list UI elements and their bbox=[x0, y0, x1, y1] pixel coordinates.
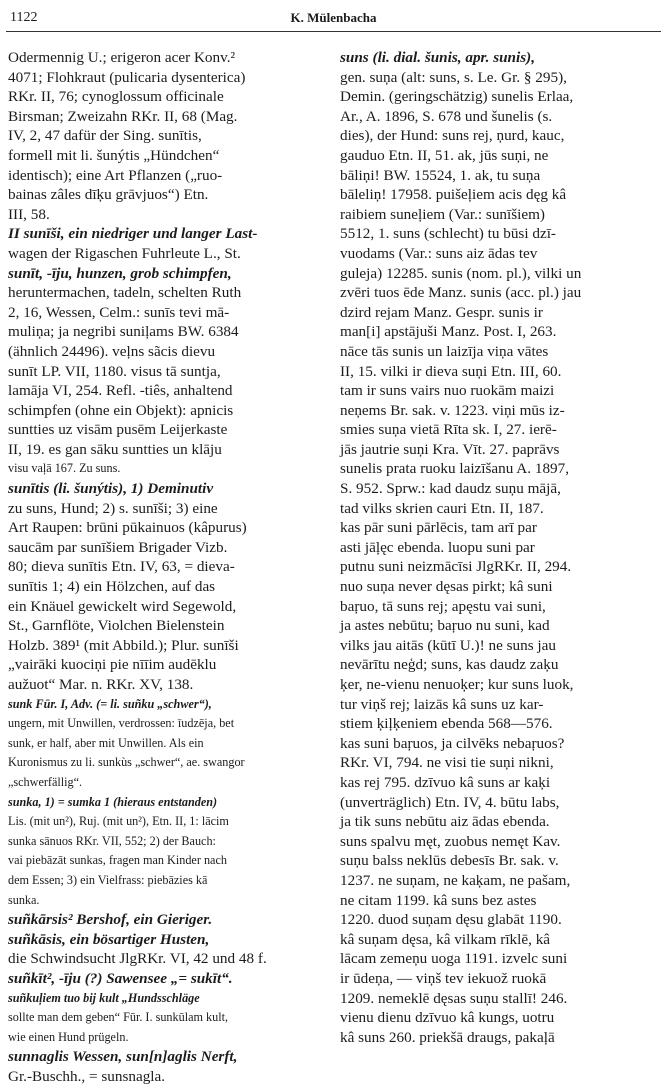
text-line: bāleliņ! 17958. puišeļiem acis dęg kâ bbox=[340, 186, 567, 204]
right-column bbox=[340, 48, 658, 1047]
text-line: tam ir suns vairs nuo ruokām maizi bbox=[340, 382, 555, 400]
text-line: sunīt LP. VII, 1180. visus tā suntja, bbox=[8, 362, 221, 380]
text-line: 2, 16, Wessen, Celm.: sunīs tevi mā- bbox=[8, 303, 230, 321]
text-line: identisch); eine Art Pflanzen („ruo- bbox=[8, 166, 223, 184]
text-line: Art Raupen: brūni pūkainuos (kâpurus) bbox=[8, 519, 247, 537]
text-line: Lis. (mit un²), Ruj. (mit un²), Etn. II, 1: lācim bbox=[8, 814, 229, 829]
text-line: formell mit li. šunýtis „Hündchen“ bbox=[8, 146, 220, 164]
text-line: ne citam 1199. kâ suns bez astes bbox=[340, 891, 537, 909]
text-line: sunīt, -īju, hunzen, grob schimpfen, bbox=[8, 264, 232, 282]
text-line: ja astes nebūtu; baŗuo nu suni, kad bbox=[340, 617, 550, 635]
text-line: 4071; Flohkraut (pulicaria dysenterica) bbox=[8, 68, 246, 86]
text-line: suñkāsis, ein bösartiger Husten, bbox=[8, 930, 210, 948]
text-line: 5512, 1. suns (schlecht) tu būsi dzī- bbox=[340, 225, 556, 243]
text-line: gen. suņa (alt: suns, s. Le. Gr. § 295), bbox=[340, 68, 567, 86]
text-line: RKr. II, 76; cynoglossum officinale bbox=[8, 88, 224, 106]
text-line: II, 19. es gan sāku suntties un klāju bbox=[8, 440, 222, 458]
text-line: guleja) 12285. sunis (nom. pl.), vilki un bbox=[340, 264, 582, 282]
text-line: nāce tās sunis un laizīja viņa vātes bbox=[340, 342, 549, 360]
text-line: kâ suņam dęsa, kâ vilkam rīklē, kâ bbox=[340, 930, 551, 948]
text-line: sunītis (li. šunýtis), 1) Deminutiv bbox=[8, 480, 214, 498]
text-line: II sunīši, ein niedriger und langer Last- bbox=[8, 225, 258, 243]
text-line: schimpfen (ohne ein Objekt): apnicis bbox=[8, 401, 234, 419]
text-line: sollte man dem geben“ Fūr. I. sunkūlam kult, bbox=[8, 1010, 229, 1025]
text-line: visu vaļā 167. Zu suns. bbox=[8, 461, 121, 476]
text-line: aužuot“ Mar. n. RKr. XV, 138. bbox=[8, 676, 194, 693]
text-line: zvēri tuos ēde Manz. sunis (acc. pl.) jau bbox=[340, 284, 582, 302]
text-line: smies suņa vietā Rīta sk. I, 27. ierē- bbox=[340, 421, 557, 439]
text-line: ķer, ne-vienu nenuoķer; kur suns luok, bbox=[340, 676, 574, 693]
text-line: stiem ķiļķeniem ebenda 568—576. bbox=[340, 715, 553, 733]
running-head: K. Mülenbacha bbox=[290, 10, 377, 25]
left-column bbox=[8, 48, 326, 1086]
text-line: sunnaglis Wessen, sun[n]aglis Nerft, bbox=[8, 1048, 238, 1066]
text-line: Demin. (geringschätzig) sunelis Erlaa, bbox=[340, 88, 574, 106]
text-line: Kuronismus zu li. sunkùs „schwer“, ae. swangor bbox=[8, 755, 245, 770]
text-line: (ähnlich 24496). veļns sãcis dievu bbox=[8, 342, 216, 360]
text-line: sunk Fūr. I, Adv. (= li. suñku „schwer“), bbox=[8, 696, 212, 711]
text-line: tad vilks skrien cauri Etn. II, 187. bbox=[340, 499, 544, 517]
text-line: Odermennig U.; erigeron acer Konv.² bbox=[8, 49, 236, 66]
page-number: 1122 bbox=[10, 10, 38, 25]
text-line: dies), der Hund: suns rej, ņurd, kauc, bbox=[340, 127, 565, 145]
text-line: gauduo Etn. II, 51. ak, jūs suņi, ne bbox=[340, 146, 549, 164]
text-line: Holzb. 389¹ (mit Abbild.); Plur. sunīši bbox=[8, 636, 239, 654]
text-line: baŗuo, tā suns rej; apęstu vai suni, bbox=[340, 597, 546, 615]
text-line: suns spalvu męt, zuobus nemęt Kav. bbox=[340, 832, 561, 850]
text-line: ir ūdeņa, — viņš tev iekuož ruokā bbox=[340, 969, 547, 987]
text-line: die Schwindsucht JlgRKr. VI, 42 und 48 f. bbox=[8, 950, 267, 968]
text-line: suñkuļiem tuo bij kult „Hundsschläge bbox=[8, 990, 200, 1005]
text-line: lācam zemeņu uoga 1191. izvelc suni bbox=[340, 950, 568, 968]
text-line: muliņa; ja negribi suniļams BW. 6384 bbox=[8, 323, 239, 341]
text-line: kas suni baŗuos, ja cilvēks nebaŗuos? bbox=[340, 734, 565, 752]
text-line: II, 15. vilki ir dieva suņi Etn. III, 60. bbox=[340, 362, 562, 380]
header-rule bbox=[6, 31, 661, 32]
text-line: suntties uz visām pusēm Leijerkaste bbox=[8, 421, 228, 439]
text-line: tur viņš rej; laizās kâ suns uz kar- bbox=[340, 695, 544, 713]
text-line: kas pār suni pārlēcis, tam arī par bbox=[340, 519, 537, 537]
text-line: neņems Br. sak. v. 1223. viņi mūs iz- bbox=[340, 401, 565, 419]
text-line: (unverträglich) Etn. IV, 4. būtu labs, bbox=[340, 793, 560, 811]
text-line: 1237. ne suņam, ne kaķam, ne pašam, bbox=[340, 871, 571, 889]
text-line: kas rej 795. dzīvuo kâ suns ar kaķi bbox=[340, 773, 551, 791]
text-line: bāliņi! BW. 15524, 1. ak, tu suņa bbox=[340, 166, 541, 184]
text-line: saucām par sunīšiem Brigader Vizb. bbox=[8, 538, 228, 556]
text-line: dem Essen; 3) ein Vielfrass: piebāzies kā bbox=[8, 872, 208, 887]
text-line: wagen der Rigaschen Fuhrleute L., St. bbox=[8, 244, 241, 262]
text-line: zu suns, Hund; 2) s. sunīši; 3) eine bbox=[8, 499, 218, 517]
text-line: dzird rejam Manz. Gespr. sunis ir bbox=[340, 303, 543, 321]
text-line: S. 952. Sprw.: kad daudz suņu mājā, bbox=[340, 480, 561, 498]
text-line: St., Garnflöte, Violchen Bielenstein bbox=[8, 617, 225, 635]
text-line: raibiem suneļiem (Var.: sunīšiem) bbox=[340, 205, 545, 223]
text-line: RKr. VI, 794. ne visi tie suņi nikni, bbox=[340, 754, 554, 772]
text-line: sunka sānuos RKr. VII, 552; 2) der Bauch: bbox=[8, 833, 216, 848]
text-line: kâ suns 260. priekšā draugs, pakaļā bbox=[340, 1028, 555, 1046]
text-line: heruntermachen, tadeln, schelten Ruth bbox=[8, 284, 242, 302]
text-line: IV, 2, 47 dafür der Sing. sunītis, bbox=[8, 127, 202, 145]
text-line: Birsman; Zweizahn RKr. II, 68 (Mag. bbox=[8, 107, 238, 125]
text-line: lamāja VI, 254. Refl. -tiês, anhaltend bbox=[8, 382, 233, 400]
text-line: 1220. duod suņam dęsu glabāt 1190. bbox=[340, 911, 562, 929]
text-line: vai piebāzāt sunkas, fragen man Kinder nach bbox=[8, 853, 227, 868]
text-line: vuodams (Var.: suns aiz ādas tev bbox=[340, 244, 538, 262]
text-line: sunka, 1) = sumka 1 (hieraus entstanden) bbox=[8, 794, 218, 809]
text-line: putnu suni neizmācīsi JlgRKr. II, 294. bbox=[340, 558, 572, 576]
text-line: 80; dieva sunītis Etn. IV, 63, = dieva- bbox=[8, 558, 235, 576]
text-line: sunītis 1; 4) ein Hölzchen, auf das bbox=[8, 578, 216, 596]
text-line: nuo suņa never dęsas pirkt; kâ suni bbox=[340, 578, 553, 596]
text-line: vienu dienu dzīvuo kâ kungs, uotru bbox=[340, 1009, 555, 1027]
text-line: ein Knäuel gewickelt wird Segewold, bbox=[8, 597, 237, 615]
text-line: ja tik suns nebūtu aiz ādas ebenda. bbox=[340, 813, 550, 831]
text-line: Ar., A. 1896, S. 678 und šunelis (s. bbox=[340, 107, 553, 125]
text-line: man[i] apstājuši Manz. Post. I, 263. bbox=[340, 323, 557, 341]
text-line: sunk, er half, aber mit Unwillen. Als ein bbox=[8, 735, 204, 750]
text-line: 1209. nemeklē dęsas suņu stallī! 246. bbox=[340, 989, 568, 1007]
text-line: wie einen Hund prügeln. bbox=[8, 1029, 129, 1044]
text-line: asti jāļęc ebenda. luopu suni par bbox=[340, 538, 535, 556]
page-header bbox=[6, 8, 661, 28]
text-line: suns (li. dial. šunis, apr. sunis), bbox=[340, 49, 535, 66]
text-line: Gr.-Buschh., = sunsnagla. bbox=[8, 1067, 166, 1085]
text-line: „schwerfällig“. bbox=[8, 774, 83, 789]
text-line: suñkārsis² Bershof, ein Gieriger. bbox=[8, 911, 213, 929]
text-line: „vairāki kuociņi pie nīīim audēklu bbox=[8, 656, 217, 674]
text-line: III, 58. bbox=[8, 205, 50, 223]
text-line: nevārītu neģd; suns, kas daudz zaķu bbox=[340, 656, 559, 674]
text-line: suņu balss neklūs debesīs Br. sak. v. bbox=[340, 852, 559, 870]
text-line: bainas zâles dīķu grāvjuos“) Etn. bbox=[8, 186, 209, 204]
text-line: sunelis prata ruoku laizīšanu A. 1897, bbox=[340, 460, 570, 478]
text-line: jās jautrie suņi Kra. Vīt. 27. paprāvs bbox=[340, 440, 560, 458]
text-line: suñkīt², -īju (?) Sawensee „= sukīt“. bbox=[8, 969, 233, 987]
text-line: ungern, mit Unwillen, verdrossen: īudzēja, bet bbox=[8, 716, 235, 731]
text-line: vilks jau aitās (kūtī U.)! ne suns jau bbox=[340, 636, 556, 654]
text-line: sunka. bbox=[8, 892, 40, 907]
